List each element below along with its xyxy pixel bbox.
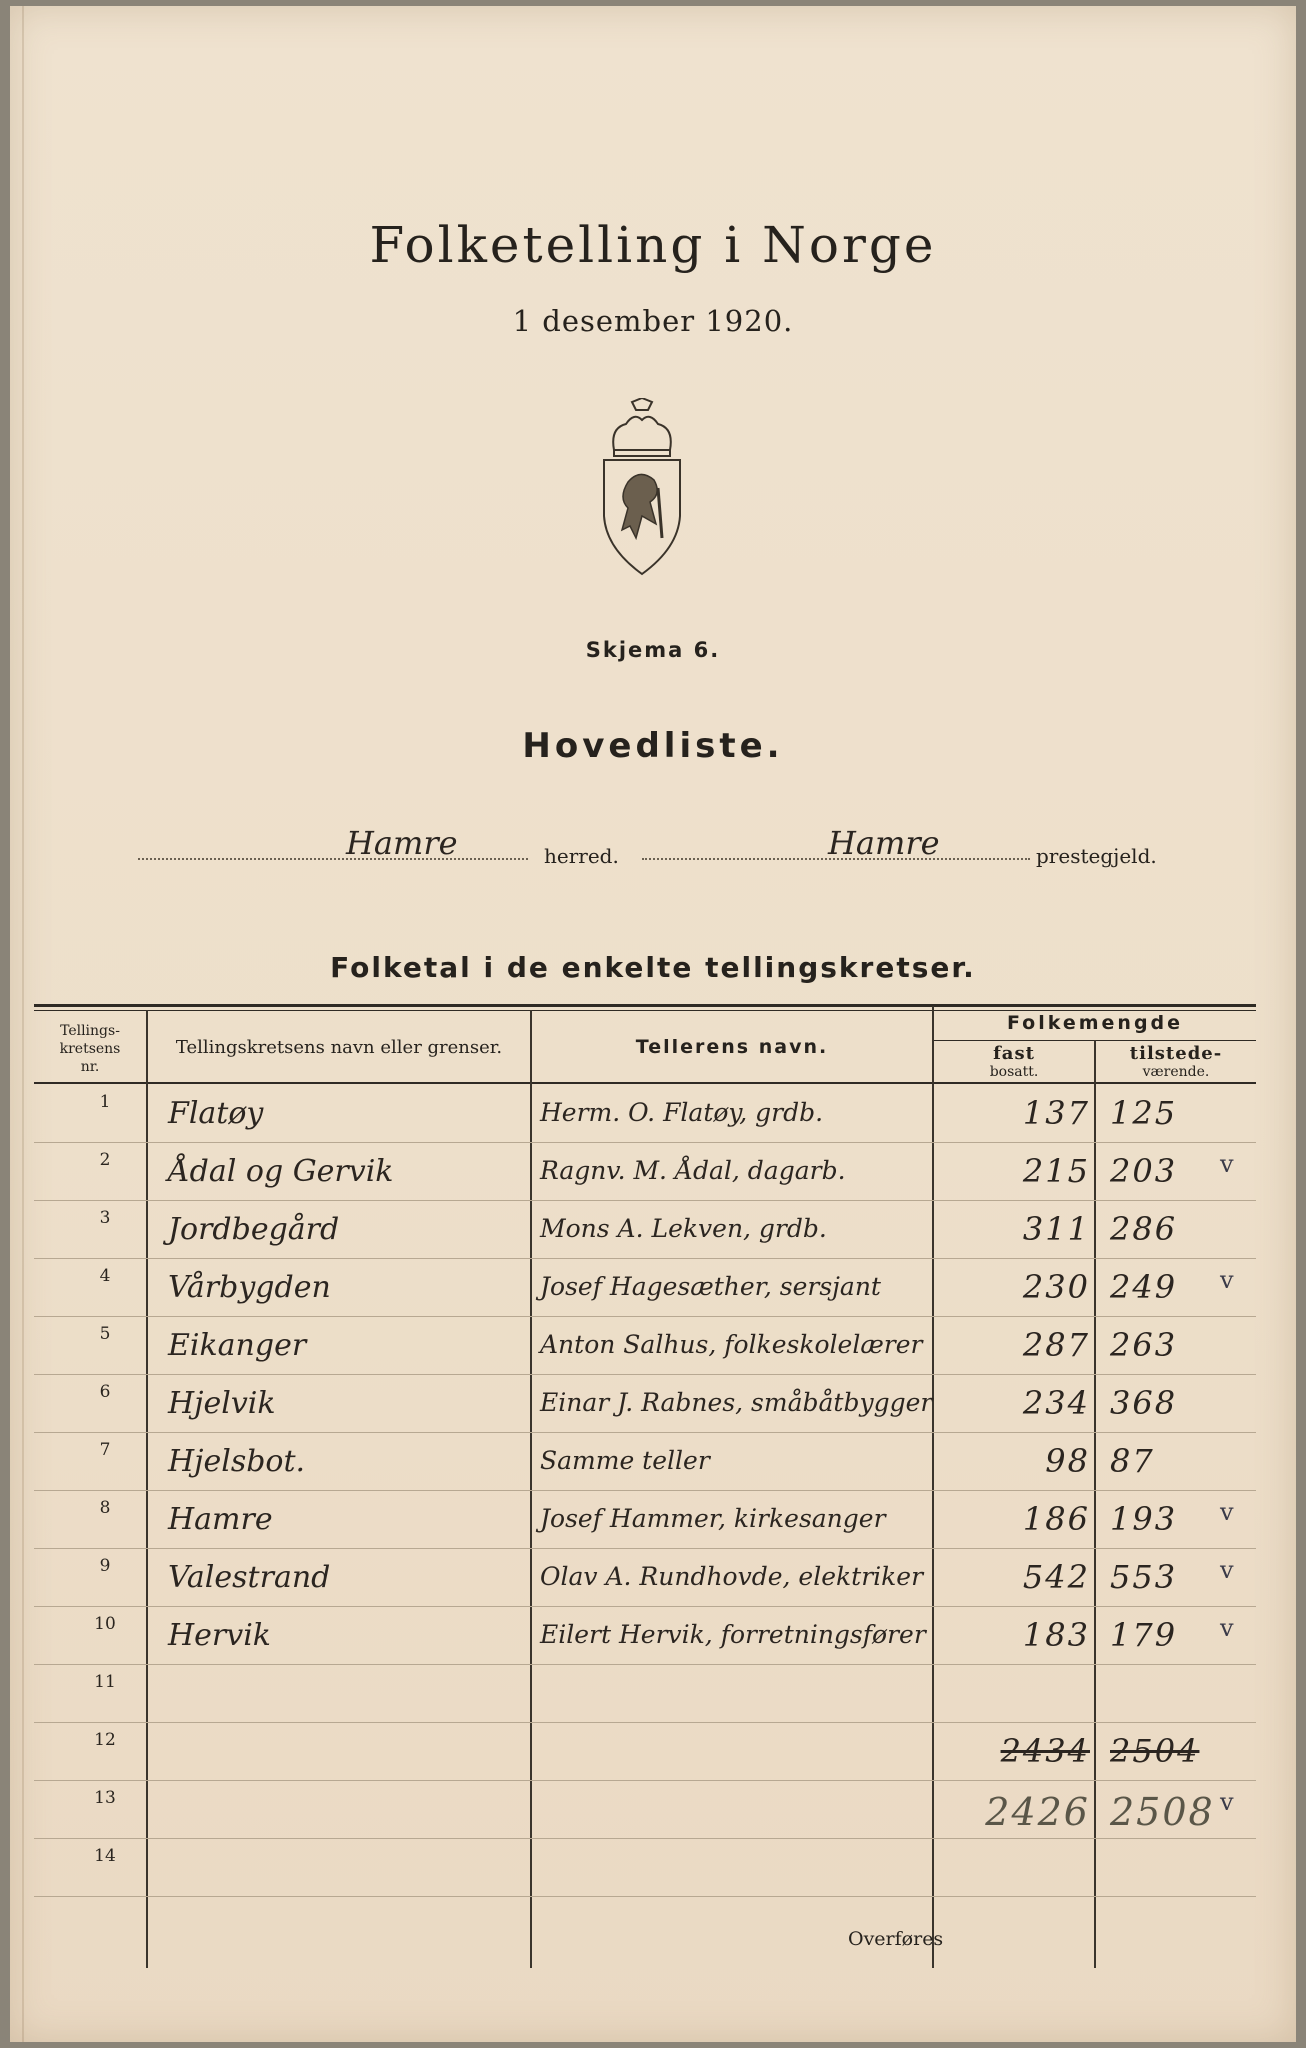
row-number: 2 <box>99 1150 111 1170</box>
herred-value: Hamre <box>346 824 458 862</box>
column-divider-4 <box>1094 1040 1096 1968</box>
census-page <box>10 6 1296 2042</box>
table-subtitle: Folketal i de enkelte tellingskretser. <box>330 951 976 984</box>
header-tilstede-line2: værende. <box>1142 1064 1210 1080</box>
tilstedevaerende-value: 193 <box>1110 1500 1178 1538</box>
fast-bosatt-value: 98 <box>1045 1442 1090 1480</box>
row-number: 10 <box>94 1614 116 1634</box>
page-title: Folketelling i Norge <box>369 216 937 274</box>
column-divider-1 <box>146 1010 148 1968</box>
prestegjeld-label: prestegjeld. <box>1036 844 1157 868</box>
check-mark: v <box>1220 1150 1234 1178</box>
row-number: 12 <box>94 1730 116 1750</box>
row-rule <box>34 1316 1256 1317</box>
fast-bosatt-value: 137 <box>1022 1094 1090 1132</box>
row-number: 9 <box>99 1556 111 1576</box>
row-number: 5 <box>99 1324 111 1344</box>
circuit-name: Ådal og Gervik <box>168 1154 394 1189</box>
row-number: 14 <box>94 1846 116 1866</box>
counter-name: Ragnv. M. Ådal, dagarb. <box>540 1156 846 1185</box>
row-rule <box>34 1432 1256 1433</box>
check-mark: v <box>1220 1556 1234 1584</box>
header-counter: Tellerens navn. <box>635 1036 829 1058</box>
check-mark: v <box>1220 1788 1234 1816</box>
census-date: 1 desember 1920. <box>512 304 794 338</box>
circuit-name: Eikanger <box>168 1328 307 1363</box>
row-rule <box>34 1780 1256 1781</box>
row-number: 13 <box>94 1788 116 1808</box>
header-nr <box>36 1022 144 1076</box>
fast-bosatt-value: 542 <box>1022 1558 1090 1596</box>
row-rule <box>34 1548 1256 1549</box>
tilstedevaerende-value: 87 <box>1110 1442 1155 1480</box>
row-rule <box>34 1606 1256 1607</box>
counter-name: Mons A. Lekven, grdb. <box>540 1214 827 1243</box>
fast-bosatt-value: 2426 <box>985 1790 1090 1834</box>
row-number: 8 <box>99 1498 111 1518</box>
table-top-rule-thin <box>34 1010 1256 1011</box>
tilstedevaerende-value: 2508 <box>1110 1790 1215 1834</box>
header-bottom-rule <box>34 1082 1256 1084</box>
header-nr-line3: nr. <box>80 1059 100 1075</box>
circuit-name: Hjelvik <box>168 1386 276 1421</box>
circuit-name: Hamre <box>168 1502 273 1537</box>
tilstedevaerende-value: 179 <box>1110 1616 1178 1654</box>
tilstedevaerende-value: 125 <box>1110 1094 1178 1132</box>
counter-name: Einar J. Rabnes, småbåtbygger <box>540 1388 933 1417</box>
row-number: 11 <box>94 1672 116 1692</box>
header-nr-line1: Tellings- <box>60 1023 120 1039</box>
tilstedevaerende-value: 286 <box>1110 1210 1178 1248</box>
circuit-name: Vårbygden <box>168 1270 331 1305</box>
header-tilstede-line1: tilstede- <box>1129 1043 1223 1064</box>
header-tilstede <box>1096 1044 1256 1082</box>
counter-name: Herm. O. Flatøy, grdb. <box>540 1098 824 1127</box>
row-rule <box>34 1374 1256 1375</box>
counter-name: Samme teller <box>540 1446 710 1475</box>
row-rule <box>34 1664 1256 1665</box>
list-title: Hovedliste. <box>522 726 784 766</box>
tilstedevaerende-value: 263 <box>1110 1326 1178 1364</box>
tilstedevaerende-value: 249 <box>1110 1268 1178 1306</box>
fast-bosatt-value: 186 <box>1022 1500 1090 1538</box>
row-rule <box>34 1490 1256 1491</box>
header-fast <box>934 1044 1094 1082</box>
prestegjeld-value: Hamre <box>828 824 940 862</box>
counter-name: Josef Hagesæther, sersjant <box>540 1272 881 1301</box>
row-rule <box>34 1200 1256 1201</box>
herred-label: herred. <box>544 844 619 868</box>
fast-bosatt-value: 287 <box>1022 1326 1090 1364</box>
circuit-name: Hervik <box>168 1618 271 1653</box>
check-mark: v <box>1220 1614 1234 1642</box>
row-number: 6 <box>99 1382 111 1402</box>
tilstedevaerende-value: 368 <box>1110 1384 1178 1422</box>
header-name: Tellingskretsens navn eller grenser. <box>175 1037 503 1058</box>
tilstedevaerende-value: 553 <box>1110 1558 1178 1596</box>
tilstedevaerende-value: 2504 <box>1110 1732 1200 1770</box>
counter-name: Olav A. Rundhovde, elektriker <box>540 1562 924 1591</box>
row-rule <box>34 1142 1256 1143</box>
row-rule <box>34 1258 1256 1259</box>
fast-bosatt-value: 183 <box>1022 1616 1090 1654</box>
column-divider-3 <box>932 1006 934 1968</box>
circuit-name: Hjelsbot. <box>168 1444 306 1479</box>
row-rule <box>34 1838 1256 1839</box>
header-nr-line2: kretsens <box>59 1041 121 1057</box>
row-number: 7 <box>99 1440 111 1460</box>
header-fast-line2: bosatt. <box>989 1064 1039 1080</box>
circuit-name: Jordbegård <box>168 1212 340 1247</box>
check-mark: v <box>1220 1266 1234 1294</box>
table-top-rule <box>34 1004 1256 1007</box>
row-number: 4 <box>99 1266 111 1286</box>
coat-of-arms-icon <box>592 398 692 578</box>
circuit-name: Valestrand <box>168 1560 331 1595</box>
column-divider-2 <box>530 1010 532 1968</box>
counter-name: Eilert Hervik, forretningsfører <box>540 1620 926 1649</box>
tilstedevaerende-value: 203 <box>1110 1152 1178 1190</box>
table-footer-overfores: Overføres <box>848 1928 944 1950</box>
schema-label: Skjema 6. <box>585 638 721 662</box>
header-folkemengde: Folkemengde <box>1006 1012 1184 1034</box>
counter-name: Josef Hammer, kirkesanger <box>540 1504 886 1533</box>
fast-bosatt-value: 215 <box>1022 1152 1090 1190</box>
check-mark: v <box>1220 1498 1234 1526</box>
row-number: 3 <box>99 1208 111 1228</box>
row-rule <box>34 1896 1256 1897</box>
row-number: 1 <box>99 1092 111 1112</box>
counter-name: Anton Salhus, folkeskolelærer <box>540 1330 923 1359</box>
herred-dotted-line <box>138 858 528 860</box>
fast-bosatt-value: 2434 <box>1000 1732 1090 1770</box>
fast-bosatt-value: 234 <box>1022 1384 1090 1422</box>
header-fast-line1: fast <box>993 1043 1035 1064</box>
fast-bosatt-value: 230 <box>1022 1268 1090 1306</box>
row-rule <box>34 1722 1256 1723</box>
circuit-name: Flatøy <box>168 1096 264 1131</box>
fast-bosatt-value: 311 <box>1022 1210 1090 1248</box>
